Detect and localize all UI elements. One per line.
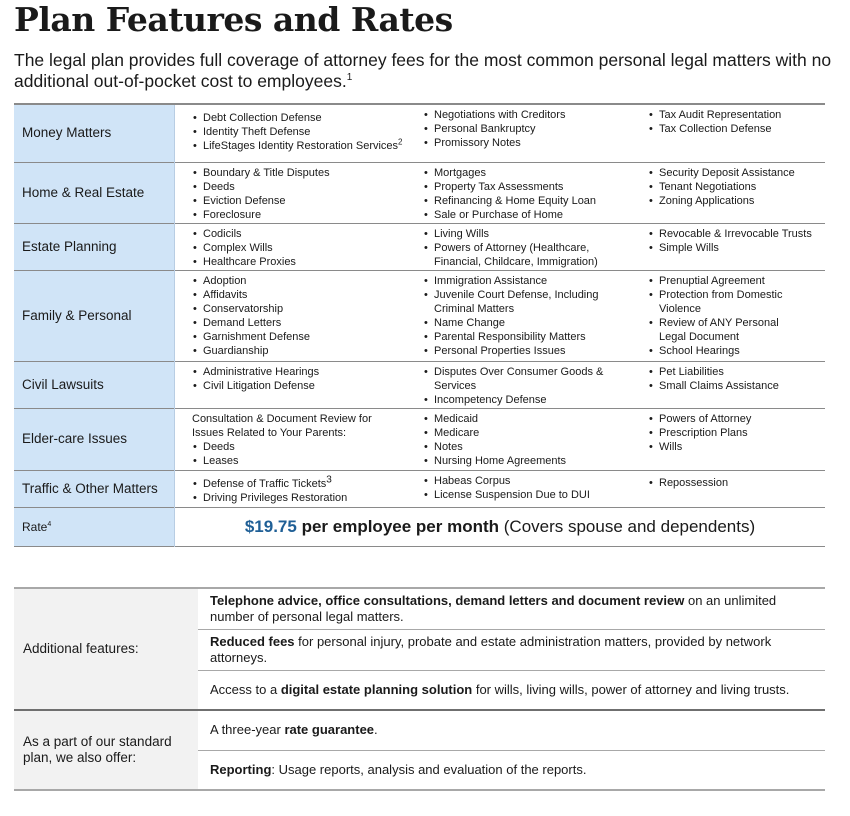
coverage-item bbox=[192, 139, 415, 153]
row-civil-lawsuits bbox=[14, 361, 825, 408]
feature-row bbox=[14, 588, 825, 629]
coverage-list bbox=[648, 274, 825, 358]
coverage-list bbox=[192, 274, 415, 358]
coverage-list bbox=[423, 166, 634, 222]
feature-text: Access to a bbox=[210, 681, 281, 697]
coverage-item: • Tax Collection Defense bbox=[648, 122, 825, 136]
coverage-item: • Wills bbox=[648, 440, 825, 454]
intro-paragraph bbox=[14, 50, 834, 92]
coverage-item: • Promissory Notes bbox=[423, 136, 634, 150]
coverage-item: • Conservatorship bbox=[192, 302, 415, 316]
coverage-item: • Affidavits bbox=[192, 288, 415, 302]
standard-plan-label: As a part of our standard plan, we also offer: bbox=[14, 710, 198, 790]
coverage-item: • Property Tax Assessments bbox=[423, 180, 634, 194]
coverage-list bbox=[423, 412, 634, 468]
feature-text: on an unlimited number of personal legal matters. bbox=[210, 592, 777, 624]
coverage-item: • Prenuptial Agreement bbox=[648, 274, 825, 288]
coverage-list bbox=[648, 166, 825, 208]
coverage-item: • Boundary & Title Disputes bbox=[192, 166, 415, 180]
feature-text: for wills, living wills, power of attorney and living trusts. bbox=[472, 681, 790, 697]
coverage-item: • Personal Properties Issues bbox=[423, 344, 634, 358]
coverage-item-text: LifeStages Identity Restoration Services bbox=[203, 140, 399, 152]
coverage-list bbox=[648, 412, 825, 454]
rate-unit: per employee per month bbox=[301, 516, 500, 536]
coverage-item: • Mortgages bbox=[423, 166, 634, 180]
coverage-list bbox=[192, 440, 415, 468]
standard-row bbox=[14, 710, 825, 750]
coverage-list bbox=[423, 108, 634, 150]
feature-bold: rate guarantee bbox=[284, 722, 375, 738]
coverage-table bbox=[14, 103, 825, 547]
rate-label bbox=[14, 507, 175, 546]
category-label: Elder-care Issues bbox=[14, 408, 175, 470]
additional-features-label: Additional features: bbox=[14, 588, 198, 710]
category-label: Family & Personal bbox=[14, 270, 175, 361]
coverage-item-text: Defense of Traffic Tickets bbox=[203, 477, 327, 490]
coverage-item: • Guardianship bbox=[192, 344, 415, 358]
coverage-item: • Debt Collection Defense bbox=[192, 111, 415, 125]
coverage-item: • Pet Liabilities bbox=[648, 365, 825, 379]
coverage-item: • Immigration Assistance bbox=[423, 274, 634, 288]
coverage-item: • Juvenile Court Defense, Including Criminal Matters bbox=[423, 288, 634, 316]
coverage-item: • Medicaid bbox=[423, 412, 634, 426]
coverage-list bbox=[192, 111, 415, 153]
feature-item bbox=[198, 629, 825, 670]
row-elder-care bbox=[14, 408, 825, 470]
coverage-item: • Identity Theft Defense bbox=[192, 125, 415, 139]
coverage-list bbox=[192, 227, 415, 269]
coverage-item: • Habeas Corpus bbox=[423, 474, 634, 488]
row-money-matters bbox=[14, 104, 825, 162]
category-label: Money Matters bbox=[14, 104, 175, 162]
coverage-list bbox=[192, 473, 415, 505]
coverage-item: • Name Change bbox=[423, 316, 634, 330]
coverage-item: • Demand Letters bbox=[192, 316, 415, 330]
row-traffic-other bbox=[14, 470, 825, 507]
feature-bold: Reduced fees bbox=[210, 633, 295, 649]
category-label: Home & Real Estate bbox=[14, 162, 175, 223]
coverage-item: • Powers of Attorney bbox=[648, 412, 825, 426]
coverage-item: • Simple Wills bbox=[648, 241, 825, 255]
coverage-item: • Security Deposit Assistance bbox=[648, 166, 825, 180]
coverage-item: • Powers of Attorney (Healthcare, Financial, Childcare, Immigration) bbox=[423, 241, 634, 269]
coverage-item: • Healthcare Proxies bbox=[192, 255, 415, 269]
standard-item bbox=[198, 750, 825, 790]
category-label: Civil Lawsuits bbox=[14, 361, 175, 408]
feature-bold: digital estate planning solution bbox=[280, 681, 473, 697]
coverage-item: • Complex Wills bbox=[192, 241, 415, 255]
category-label: Traffic & Other Matters bbox=[14, 470, 175, 507]
coverage-item: • Administrative Hearings bbox=[192, 365, 415, 379]
footnote-marker: 2 bbox=[398, 137, 403, 147]
coverage-item: • Deeds bbox=[192, 180, 415, 194]
coverage-item: • Tax Audit Representation bbox=[648, 108, 825, 122]
coverage-item: • Leases bbox=[192, 454, 415, 468]
coverage-item: • Disputes Over Consumer Goods & Services bbox=[423, 365, 634, 393]
feature-item bbox=[198, 588, 825, 629]
intro-footnote: 1 bbox=[346, 72, 353, 84]
coverage-item: • Living Wills bbox=[423, 227, 634, 241]
coverage-list bbox=[192, 166, 415, 222]
row-family-personal bbox=[14, 270, 825, 361]
coverage-item: • Nursing Home Agreements bbox=[423, 454, 634, 468]
row-rate bbox=[14, 507, 825, 546]
coverage-item: • Garnishment Defense bbox=[192, 330, 415, 344]
coverage-list bbox=[192, 365, 415, 393]
rate-label-text: Rate bbox=[22, 519, 48, 534]
coverage-item: • Parental Responsibility Matters bbox=[423, 330, 634, 344]
intro-text: The legal plan provides full coverage of attorney fees for the most common personal legal matters with no additional out-of-pocket cost to employees. bbox=[14, 50, 832, 91]
coverage-item bbox=[192, 473, 415, 491]
page-title: Plan Features and Rates bbox=[14, 0, 453, 39]
additional-features-table bbox=[14, 587, 825, 791]
coverage-item: • Eviction Defense bbox=[192, 194, 415, 208]
footnote-marker: 3 bbox=[326, 473, 332, 485]
coverage-item: • Civil Litigation Defense bbox=[192, 379, 415, 393]
feature-text: . bbox=[374, 722, 378, 738]
feature-bold: Telephone advice, office consultations, demand letters and document review bbox=[210, 592, 685, 608]
coverage-item: • Negotiations with Creditors bbox=[423, 108, 634, 122]
elder-care-note: Consultation & Document Review for Issues Related to Your Parents: bbox=[192, 412, 372, 439]
coverage-item: • Repossession bbox=[648, 476, 825, 490]
coverage-item: • Small Claims Assistance bbox=[648, 379, 825, 393]
footnote-marker: 4 bbox=[47, 520, 52, 528]
coverage-list bbox=[648, 476, 825, 490]
coverage-item: • Medicare bbox=[423, 426, 634, 440]
coverage-item: • Protection from Domestic Violence bbox=[648, 288, 825, 316]
rate-note: (Covers spouse and dependents) bbox=[503, 516, 756, 536]
coverage-item: • Foreclosure bbox=[192, 208, 415, 222]
standard-item bbox=[198, 710, 825, 750]
coverage-item: • Personal Bankruptcy bbox=[423, 122, 634, 136]
coverage-item: • Codicils bbox=[192, 227, 415, 241]
coverage-item: • Notes bbox=[423, 440, 634, 454]
coverage-list bbox=[423, 227, 634, 269]
coverage-item: • Sale or Purchase of Home bbox=[423, 208, 634, 222]
rate-amount: $19.75 bbox=[244, 516, 297, 536]
coverage-item: • Deeds bbox=[192, 440, 415, 454]
coverage-list bbox=[648, 227, 825, 255]
coverage-item: • Refinancing & Home Equity Loan bbox=[423, 194, 634, 208]
coverage-item: • Adoption bbox=[192, 274, 415, 288]
coverage-list bbox=[423, 274, 634, 358]
feature-text: for personal injury, probate and estate administration matters, provided by network attorneys. bbox=[210, 633, 772, 665]
rate-value bbox=[175, 507, 826, 546]
feature-text: A three-year bbox=[210, 722, 285, 738]
coverage-list bbox=[423, 474, 634, 502]
feature-bold: Reporting bbox=[210, 761, 272, 777]
row-estate-planning bbox=[14, 223, 825, 270]
coverage-list bbox=[648, 365, 825, 393]
coverage-item: • School Hearings bbox=[648, 344, 825, 358]
row-home-real-estate bbox=[14, 162, 825, 223]
coverage-item: • Driving Privileges Restoration bbox=[192, 491, 415, 505]
coverage-item: • Review of ANY Personal Legal Document bbox=[648, 316, 825, 344]
coverage-list bbox=[648, 108, 825, 136]
category-label: Estate Planning bbox=[14, 223, 175, 270]
coverage-item: • Revocable & Irrevocable Trusts bbox=[648, 227, 825, 241]
feature-item bbox=[198, 670, 825, 710]
coverage-item: • Zoning Applications bbox=[648, 194, 825, 208]
coverage-item: • Prescription Plans bbox=[648, 426, 825, 440]
coverage-list bbox=[423, 365, 634, 407]
coverage-item: • Incompetency Defense bbox=[423, 393, 634, 407]
coverage-item: • Tenant Negotiations bbox=[648, 180, 825, 194]
feature-text: : Usage reports, analysis and evaluation of the reports. bbox=[271, 761, 587, 777]
coverage-item: • License Suspension Due to DUI bbox=[423, 488, 634, 502]
